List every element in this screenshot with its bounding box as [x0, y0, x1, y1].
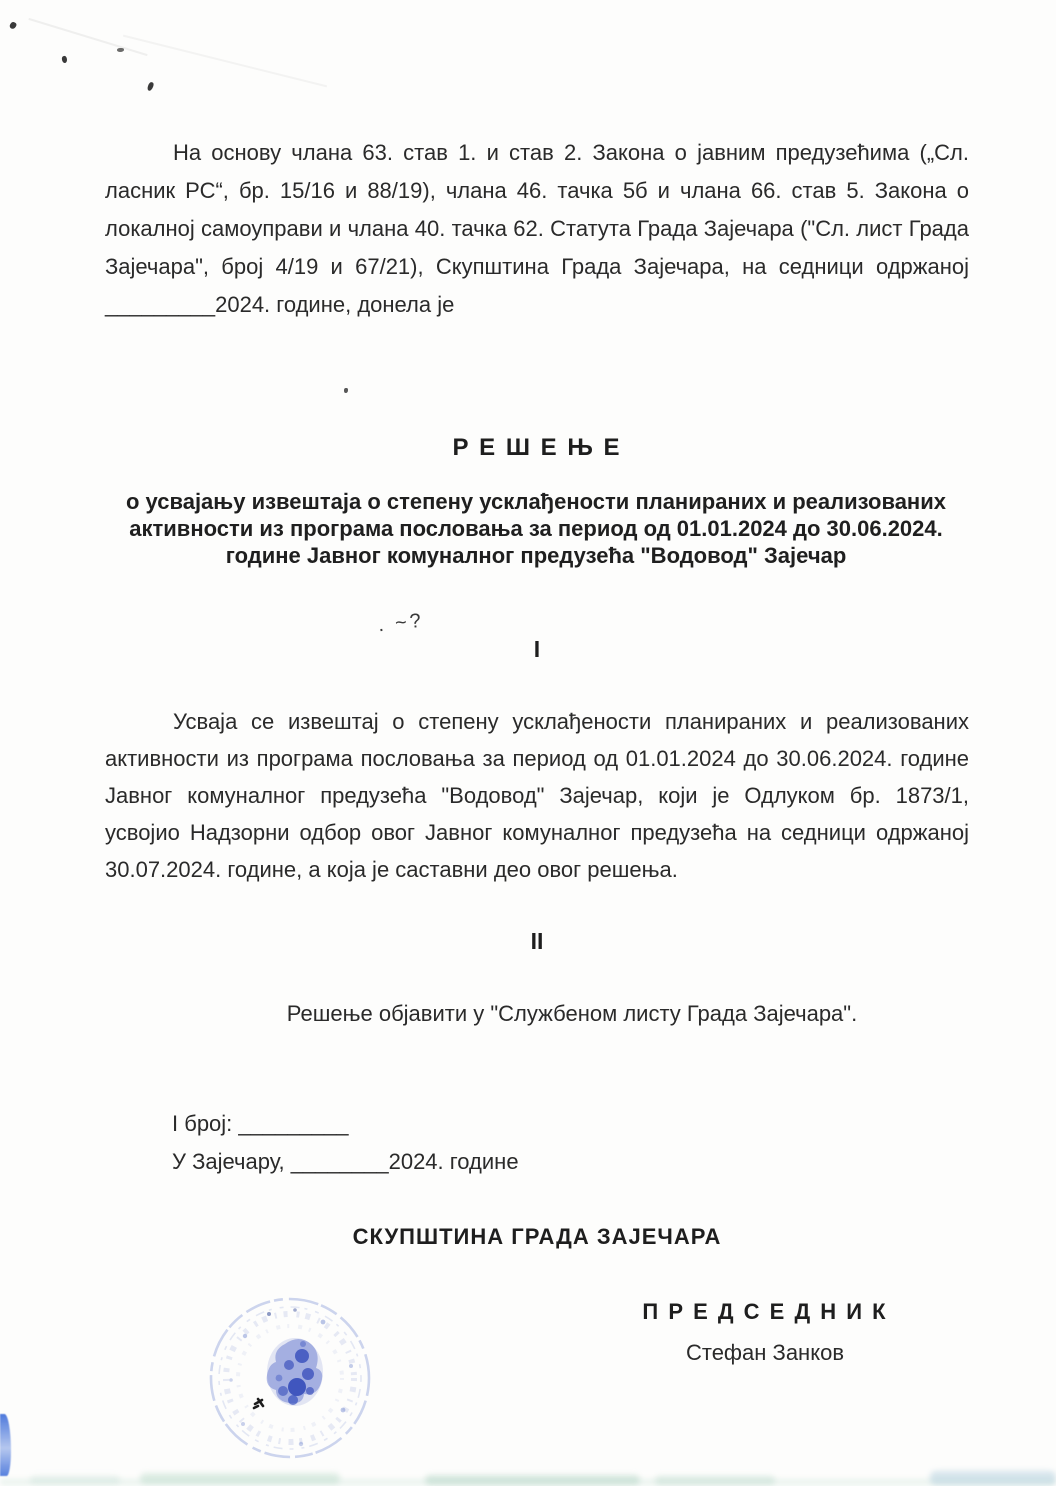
document-subtitle: о усвајању извештаја о степену усклађености планираних и реализованих активности из програма пословања за период од 01.01.2024 до 30.06.2024. године Јавног комуналног предузећа "Водовод" Зајечар [126, 489, 946, 568]
document-title: Р Е Ш Е Њ Е [452, 434, 622, 461]
president-name: Стефан Занков [685, 1340, 845, 1365]
ink-stamp-graphic [205, 1292, 375, 1464]
section-1-numeral: I [533, 636, 541, 662]
section-2-numeral: II [530, 928, 544, 954]
scan-speck [344, 388, 348, 393]
handwritten-mark: . ~? [376, 609, 425, 637]
faint-pencil-line [123, 35, 327, 88]
scan-smudge [30, 1476, 120, 1484]
place-date-line: У Зајечару, ________2024. године [172, 1149, 519, 1174]
blue-ink-edge-mark [0, 1414, 11, 1476]
assembly-name: СКУПШТИНА ГРАДА ЗАЈЕЧАРА [352, 1224, 722, 1249]
case-number-line: I број: _________ [172, 1111, 349, 1136]
scan-speck [9, 21, 18, 30]
scan-speck [147, 81, 155, 91]
section-1-paragraph: Усваја се извештај о степену усклађености планираних и реализованих активности из програма пословања за период од 01.01.2024 до 30.06.2024. године Јавног комуналног предузећа "Водовод" Зајечар, који је Одлуком бр. 1873/1, усвојио Надзорни одбор овог Јавног комуналног предузећа на седници одржаној 30.07.2024. године, а која је саставни део овог решења. [105, 709, 969, 882]
scan-smudge [930, 1471, 1056, 1485]
scan-speck [61, 55, 68, 63]
legal-preamble-paragraph: На основу члана 63. став 1. и став 2. Закона о јавним предузећима („Сл. ласник РС“, бр. 15/16 и 88/19), члана 46. тачка 5б и члана 66. став 5. Закона о локалној самоуправи и члана 40. тачка 62. Статута Града Зајечара ("Сл. лист Града Зајечара", број 4/19 и 67/21), Скупштина Града Зајечара, на седници одржаној _________2024. године, донела је [105, 140, 969, 317]
section-2-paragraph: Решење објавити у "Службеном листу Града Зајечара". [286, 1001, 858, 1026]
scan-smudge [655, 1476, 775, 1485]
signature-block [618, 1299, 912, 1366]
scan-smudge [425, 1475, 640, 1485]
president-title: П Р Е Д С Е Д Н И К [642, 1299, 888, 1324]
round-ink-stamp-icon [205, 1292, 375, 1464]
scan-smudge [140, 1473, 340, 1484]
